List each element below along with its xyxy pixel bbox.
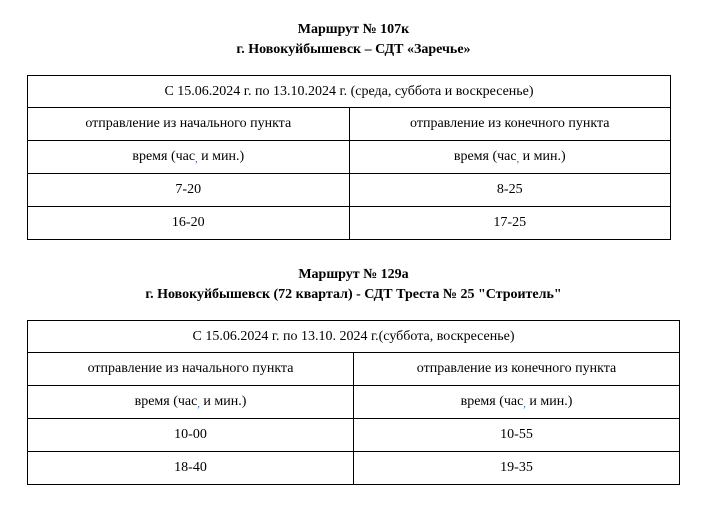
departure-time-start: 10-00 bbox=[28, 419, 354, 452]
schedule-table bbox=[27, 320, 680, 485]
time-label-comma: , bbox=[195, 154, 198, 165]
time-label-text: время (час bbox=[134, 394, 198, 409]
departure-time-start: 16-20 bbox=[28, 207, 350, 240]
table-row bbox=[28, 174, 671, 207]
header-departure-start: отправление из начального пункта bbox=[28, 108, 350, 141]
time-label-comma: , bbox=[523, 399, 526, 410]
departure-time-end: 19-35 bbox=[354, 452, 680, 485]
route-129a-section bbox=[0, 265, 707, 485]
route-title: Маршрут № 107к bbox=[297, 22, 410, 37]
header-departure-end: отправление из конечного пункта bbox=[354, 353, 680, 386]
schedule-table bbox=[27, 75, 671, 240]
header-departure-end: отправление из конечного пункта bbox=[349, 108, 671, 141]
time-label-row bbox=[28, 386, 680, 419]
time-label-text: время (час bbox=[453, 149, 517, 164]
time-label-text: время (час bbox=[132, 149, 196, 164]
period-cell: С 15.06.2024 г. по 13.10. 2024 г.(суббота, воскресенье) bbox=[28, 321, 680, 353]
departure-time-start: 7-20 bbox=[28, 174, 350, 207]
table-row bbox=[28, 207, 671, 240]
time-label-text: и мин.) bbox=[519, 149, 566, 164]
route-title: Маршрут № 129а bbox=[298, 267, 409, 282]
time-label-end bbox=[354, 386, 680, 419]
time-label-text: и мин.) bbox=[199, 394, 247, 409]
header-row bbox=[28, 108, 671, 141]
route-subtitle: г. Новокуйбышевск – СДТ «Заречье» bbox=[236, 42, 471, 57]
period-cell: С 15.06.2024 г. по 13.10.2024 г. (среда, суббота и воскресенье) bbox=[28, 76, 671, 108]
departure-time-end: 17-25 bbox=[349, 207, 671, 240]
time-label-comma: , bbox=[197, 399, 200, 410]
departure-time-end: 8-25 bbox=[349, 174, 671, 207]
departure-time-end: 10-55 bbox=[354, 419, 680, 452]
period-row bbox=[28, 76, 671, 108]
table-row bbox=[28, 419, 680, 452]
time-label-start bbox=[28, 386, 354, 419]
time-label-text: время (час bbox=[460, 394, 524, 409]
period-row bbox=[28, 321, 680, 353]
time-label-end bbox=[349, 141, 671, 174]
time-label-comma: , bbox=[516, 154, 520, 165]
departure-time-start: 18-40 bbox=[28, 452, 354, 485]
time-label-start bbox=[28, 141, 350, 174]
header-departure-start: отправление из начального пункта bbox=[28, 353, 354, 386]
time-label-text: и мин.) bbox=[197, 149, 245, 164]
route-107k-section bbox=[0, 20, 707, 240]
header-row bbox=[28, 353, 680, 386]
time-label-row bbox=[28, 141, 671, 174]
route-subtitle: г. Новокуйбышевск (72 квартал) - СДТ Треста № 25 "Строитель" bbox=[145, 287, 562, 302]
time-label-text: и мин.) bbox=[525, 394, 573, 409]
table-row bbox=[28, 452, 680, 485]
